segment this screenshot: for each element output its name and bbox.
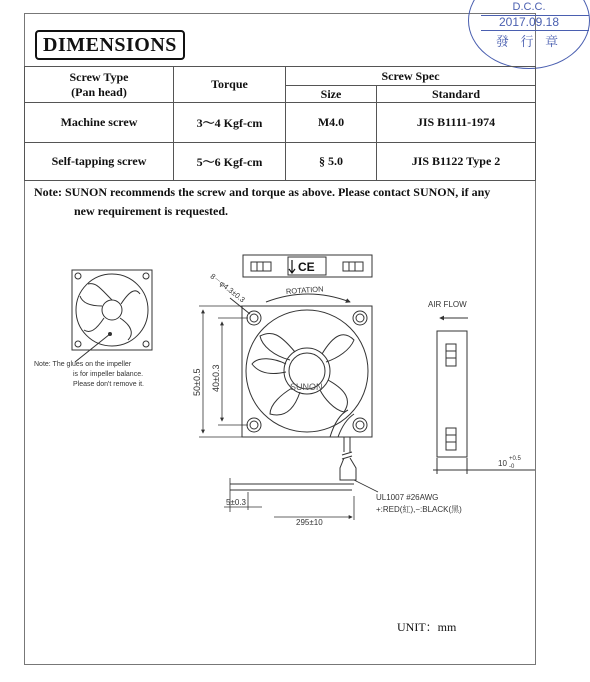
stamp-dcc: D.C.C. (512, 1, 546, 13)
row-standard: JIS B1111-1974 (377, 103, 536, 143)
stamp-label: 發 行 章 (495, 34, 563, 49)
brand-label: SUNON (290, 382, 323, 392)
side-note-line-3: Please don't remove it. (73, 381, 144, 388)
dim-thickness-label: 10 (498, 459, 507, 468)
arrow-icon (289, 260, 295, 273)
hole-callout (209, 272, 250, 314)
dim-lead-strip-label: 5±0.3 (226, 498, 246, 507)
side-note-line-1: Note: The glues on the impeller (34, 361, 132, 368)
small-fan-view (72, 270, 152, 362)
row-torque: 5～6 Kgf-cm (174, 143, 286, 181)
dim-thickness-tol-lower: -0 (509, 464, 515, 470)
header-standard: Standard (377, 86, 536, 103)
page-title: DIMENSIONS (35, 30, 185, 60)
header-size: Size (286, 86, 377, 103)
hole-callout-label: 8－φ4.3±0.3 (208, 271, 247, 305)
row-type: Self-tapping screw (25, 143, 174, 181)
row-torque: 3～4 Kgf-cm (174, 103, 286, 143)
header-screw-type-label: Screw Type (69, 69, 129, 84)
side-view (433, 318, 535, 474)
ce-mark: CE (298, 260, 315, 274)
dim-inner-label: 40±0.3 (211, 364, 221, 392)
header-screw-type-sub: (Pan head) (71, 84, 127, 99)
wire-spec-label: UL1007 #26AWG (376, 493, 439, 502)
row-size: M4.0 (286, 103, 377, 143)
header-screw-spec: Screw Spec (286, 67, 536, 86)
note-line-2: new requirement is requested. (74, 204, 228, 218)
impeller-glue-note (34, 361, 144, 388)
rotation-label: ROTATION (285, 284, 324, 296)
note-line-1: Note: SUNON recommends the screw and torque as above. Please contact SUNON, if any (34, 185, 491, 199)
air-flow-label: AIR FLOW (428, 300, 467, 309)
unit-label: UNIT：mm (397, 620, 457, 634)
dim-lead-length-label: 295±10 (296, 518, 323, 527)
header-torque: Torque (174, 67, 286, 103)
row-standard: JIS B1122 Type 2 (377, 143, 536, 181)
stamp-date: 2017.09.18 (498, 15, 560, 29)
main-fan-view (230, 294, 372, 490)
side-note-line-2: is for impeller balance. (73, 371, 144, 378)
wire-colors-label: +:RED(紅),−:BLACK(黑) (376, 505, 462, 514)
row-type: Machine screw (25, 103, 174, 143)
dim-thickness-tol-upper: +0.5 (509, 456, 521, 462)
vertical-dimensions (199, 306, 248, 437)
row-size: § 5.0 (286, 143, 377, 181)
dim-outer-label: 50±0.5 (192, 368, 202, 396)
